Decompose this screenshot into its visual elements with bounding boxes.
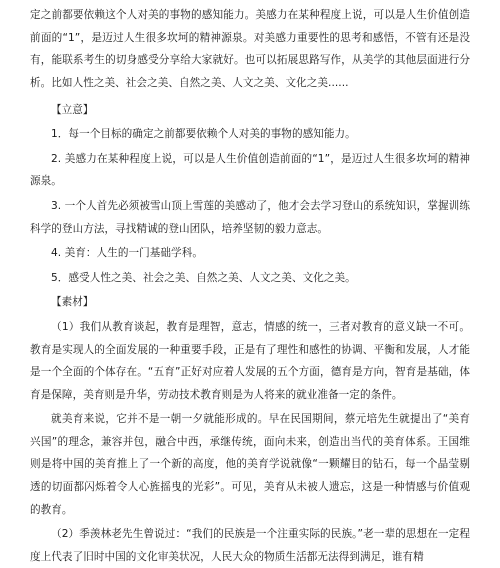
material-paragraph-1: （1）我们从教育谈起，教育是理智，意志，情感的统一，三者对教育的意义缺一不可。教育是实现人的全面发展的一种重要手段，正是有了理性和感性的协调、平衡和发展，人才能是一个全面的个体存在。“五育”正好对应着人发展的五个方面，德育是方向，智育是基础，体育是保障，美育则是升华，劳动技术教育则是为人将来的就业准备一定的条件。	[30, 320, 470, 401]
idea-item-4: 4. 美育：人生的一门基础学科。	[51, 247, 203, 260]
idea-item-3: 3. 一个人首先必须被雪山顶上雪莲的美感动了，他才会去学习登山的系统知识，掌握训练科学的登山方法，寻找精诚的登山团队，培养坚韧的毅力意志。	[30, 199, 470, 235]
section-heading-material: 【素材】	[51, 296, 94, 309]
idea-item-1: 1．每一个目标的确定之前都要依赖个人对美的事物的感知能力。	[51, 128, 356, 141]
intro-paragraph: 定之前都要依赖这个人对美的事物的感知能力。美感力在某种程度上说，可以是人生价值创造前面的“1”，是迈过人生很多坎坷的精神源泉。对美感力重要性的思考和感悟，不管有还是没有，能联系考生的切身感受分享给大家就好。也可以拓展思路写作，从美学的其他层面进行分析。比如人性之美、社会之美、自然之美、人文之美、文化之美......	[30, 9, 471, 89]
idea-item-2: 2. 美感力在某种程度上说，可以是人生价值创造前面的“1”，是迈过人生很多坎坷的精神源泉。	[30, 152, 470, 188]
section-heading-idea: 【立意】	[51, 103, 94, 116]
material-paragraph-2: 就美育来说，它并不是一朝一夕就能形成的。早在民国期间，蔡元培先生就提出了“美育兴国”的理念，兼容并包，融合中西，承继传统，面向未来，创造出当代的美育体系。王国维则是将中国的美育推上了一个新的高度，他的美育学说就像“一颗耀目的钻石，每一个晶莹剔透的切面都闪烁着令人心旌摇曳的光彩”。可见，美育从未被人遗忘，这是一种情感与价值观的教育。	[30, 413, 470, 516]
idea-item-5: 5．感受人性之美、社会之美、自然之美、人文之美、文化之美。	[51, 271, 356, 284]
material-paragraph-3: （2）季羡林老先生曾说过：“我们的民族是一个注重实际的民族。”老一辈的思想在一定程度上代表了旧时中国的文化审美状况，人民大众的物质生活都无法得到满足，谁有精	[30, 528, 470, 563]
